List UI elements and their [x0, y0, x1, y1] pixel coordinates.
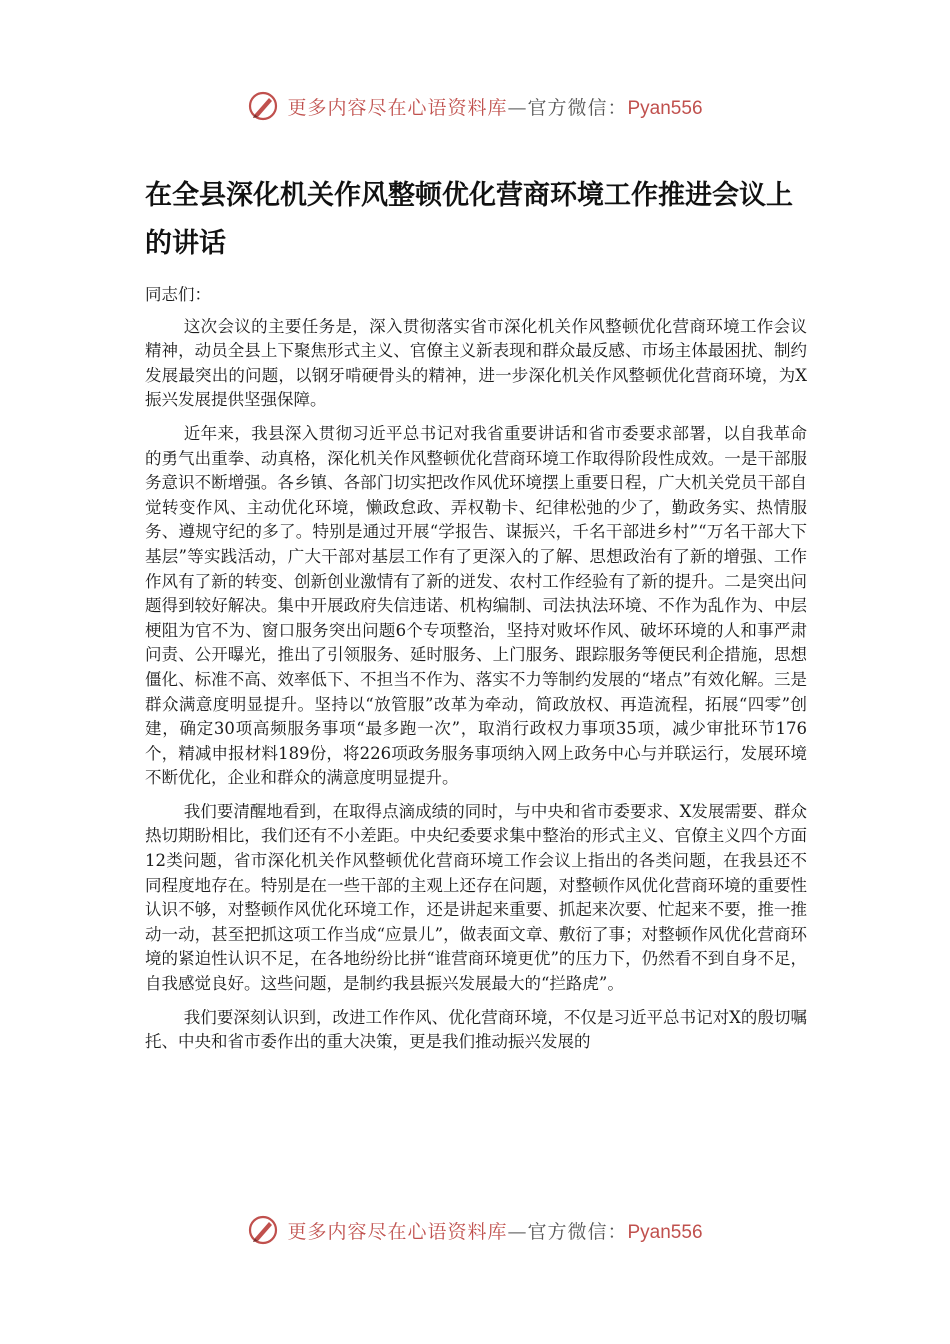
watermark-text — [287, 1217, 702, 1244]
pen-logo-icon — [247, 1214, 279, 1246]
pen-logo-icon — [247, 90, 279, 122]
watermark-separator: — — [507, 1220, 528, 1243]
watermark-header — [0, 86, 950, 126]
paragraph: 这次会议的主要任务是，深入贯彻落实省市深化机关作风整顿优化营商环境工作会议精神，动员全县上下聚焦形式主义、官僚主义新表现和群众最反感、市场主体最困扰、制约发展最突出的问题，以钢牙啃硬骨头的精神，进一步深化机关作风整顿优化营商环境，为X振兴发展提供坚强保障。 — [145, 316, 807, 410]
paragraph: 我们要深刻认识到，改进工作作风、优化营商环境，不仅是习近平总书记对X的殷切嘱托、中央和省市委作出的重大决策，更是我们推动振兴发展的 — [145, 1007, 807, 1052]
document-body — [145, 283, 807, 1064]
watermark-main: 更多内容尽在心语资料库 — [287, 96, 508, 119]
watermark-account: Pyan556 — [627, 1221, 703, 1243]
watermark-text — [287, 93, 702, 120]
paragraph: 我们要清醒地看到，在取得点滴成绩的同时，与中央和省市委要求、X发展需要、群众热切期盼相比，我们还有不小差距。中央纪委要求集中整治的形式主义、官僚主义四个方面12类问题，省市深化机关作风整顿优化营商环境工作会议上指出的各类问题，在我县还不同程度地存在。特别是在一些干部的主观上还存在问题，对整顿作风优化营商环境的重要性认识不够，对整顿作风优化环境工作，还是讲起来重要、抓起来次要、忙起来不要，推一推动一动，甚至把抓这项工作当成“应景儿”，做表面文章、敷衍了事；对整顿作风优化营商环境的紧迫性认识不足，在各地纷纷比拼“谁营商环境更优”的压力下，仍然看不到自身不足，自我感觉良好。这些问题，是制约我县振兴发展最大的“拦路虎”。 — [145, 801, 807, 994]
watermark-account: Pyan556 — [627, 97, 703, 119]
watermark-official: 官方微信： — [527, 96, 628, 119]
salutation: 同志们： — [145, 285, 211, 304]
watermark-footer — [0, 1210, 950, 1250]
watermark-main: 更多内容尽在心语资料库 — [287, 1220, 508, 1243]
watermark-separator: — — [507, 96, 528, 119]
watermark-official: 官方微信： — [527, 1220, 628, 1243]
paragraph: 近年来，我县深入贯彻习近平总书记对我省重要讲话和省市委要求部署，以自我革命的勇气出重拳、动真格，深化机关作风整顿优化营商环境工作取得阶段性成效。一是干部服务意识不断增强。各乡镇、各部门切实把改作风优环境摆上重要日程，广大机关党员干部自觉转变作风、主动优化环境，懒政怠政、弄权勒卡、纪律松弛的少了，勤政务实、热情服务、遵规守纪的多了。特别是通过开展“学报告、谋振兴，千名干部进乡村”“万名干部大下基层”等实践活动，广大干部对基层工作有了更深入的了解、思想政治有了新的增强、工作作风有了新的转变、创新创业激情有了新的迸发、农村工作经验有了新的提升。二是突出问题得到较好解决。集中开展政府失信违诺、机构编制、司法执法环境、不作为乱作为、中层梗阻为官不为、窗口服务突出问题6个专项整治，坚持对败坏作风、破坏环境的人和事严肃问责、公开曝光，推出了引领服务、延时服务、上门服务、跟踪服务等便民利企措施，思想僵化、标准不高、效率低下、不担当不作为、落实不力等制约发展的“堵点”有效化解。三是群众满意度明显提升。坚持以“放管服”改革为牵动，简政放权、再造流程，拓展“四零”创建，确定30项高频服务事项“最多跑一次”，取消行政权力事项35项，减少审批环节176个，精减申报材料189份，将226项政务服务事项纳入网上政务中心与并联运行，发展环境不断优化，企业和群众的满意度明显提升。 — [145, 423, 807, 788]
document-title: 在全县深化机关作风整顿优化营商环境工作推进会议上的讲话 — [145, 180, 793, 259]
